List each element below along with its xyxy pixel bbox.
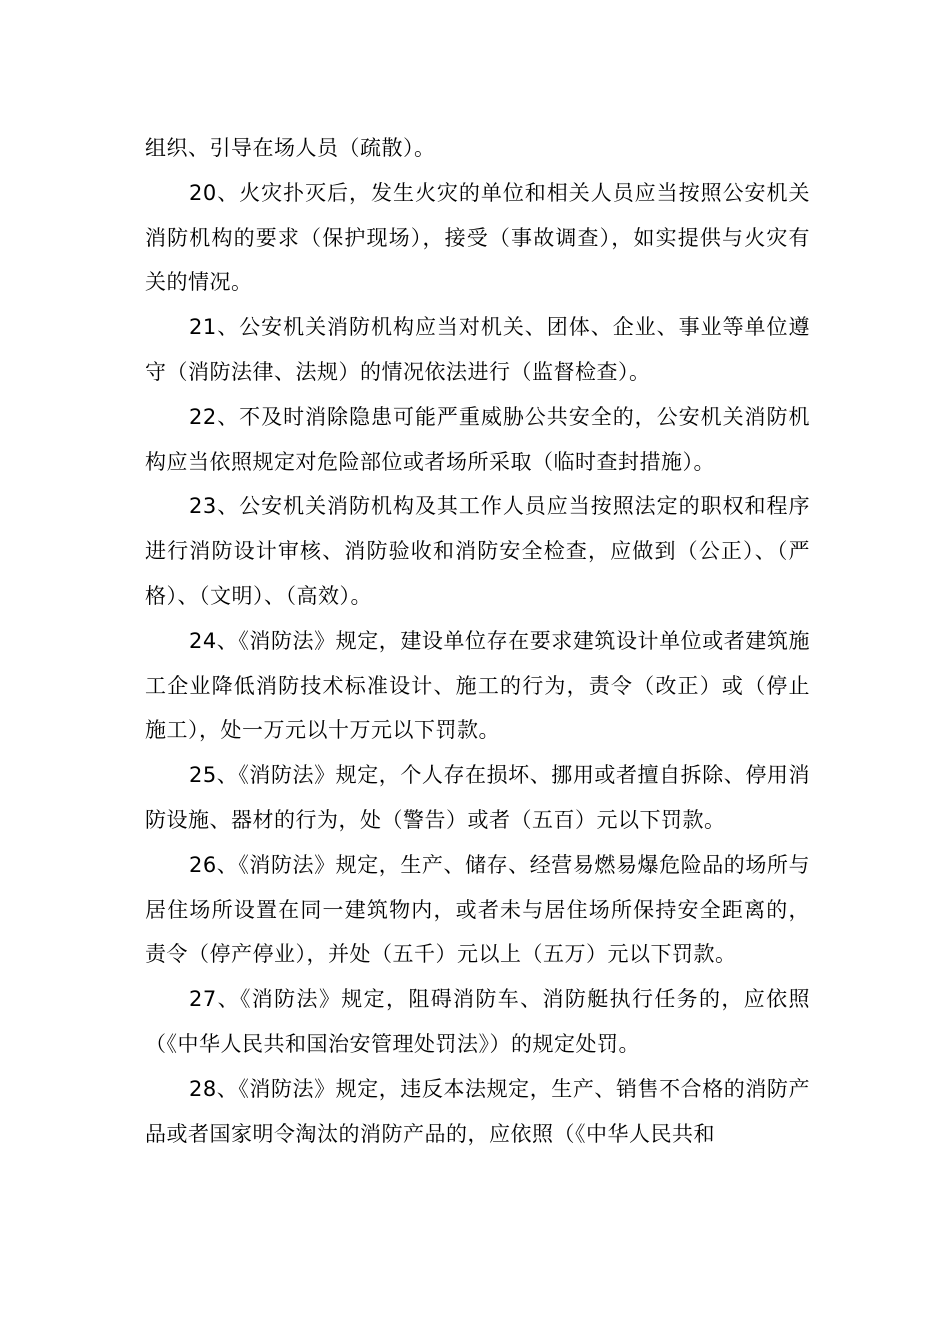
document-body: [145, 126, 810, 1156]
paragraph-item-27: 27、《消防法》规定，阻碍消防车、消防艇执行任务的，应依照（《中华人民共和国治安管理处罚法》）的规定处罚。: [145, 987, 810, 1056]
paragraph-item-25: 25、《消防法》规定，个人存在损坏、挪用或者擅自拆除、停用消防设施、器材的行为，处（警告）或者（五百）元以下罚款。: [145, 763, 810, 832]
paragraph-item-23: 23、公安机关消防机构及其工作人员应当按照法定的职权和程序进行消防设计审核、消防验收和消防安全检查，应做到（公正）、（严格）、（文明）、（高效）。: [145, 494, 810, 608]
paragraph-continuation: 组织、引导在场人员（疏散）。: [145, 136, 436, 160]
paragraph-item-21: 21、公安机关消防机构应当对机关、团体、企业、事业等单位遵守（消防法律、法规）的情况依法进行（监督检查）。: [145, 315, 810, 384]
paragraph-item-28: 28、《消防法》规定，违反本法规定，生产、销售不合格的消防产品或者国家明令淘汰的消防产品的，应依照（《中华人民共和: [145, 1076, 810, 1146]
paragraph-item-24: 24、《消防法》规定，建设单位存在要求建筑设计单位或者建筑施工企业降低消防技术标准设计、施工的行为，责令（改正）或（停止施工），处一万元以十万元以下罚款。: [145, 628, 810, 743]
paragraph-item-20: 20、火灾扑灭后，发生火灾的单位和相关人员应当按照公安机关消防机构的要求（保护现场），接受（事故调查），如实提供与火灾有关的情况。: [145, 180, 810, 295]
paragraph-item-22: 22、不及时消除隐患可能严重威胁公共安全的，公安机关消防机构应当依照规定对危险部位或者场所采取（临时查封措施）。: [145, 404, 810, 474]
paragraph-item-26: 26、《消防法》规定，生产、储存、经营易燃易爆危险品的场所与居住场所设置在同一建筑物内，或者未与居住场所保持安全距离的，责令（停产停业），并处（五千）元以上（五万）元以下罚款。: [145, 852, 810, 967]
